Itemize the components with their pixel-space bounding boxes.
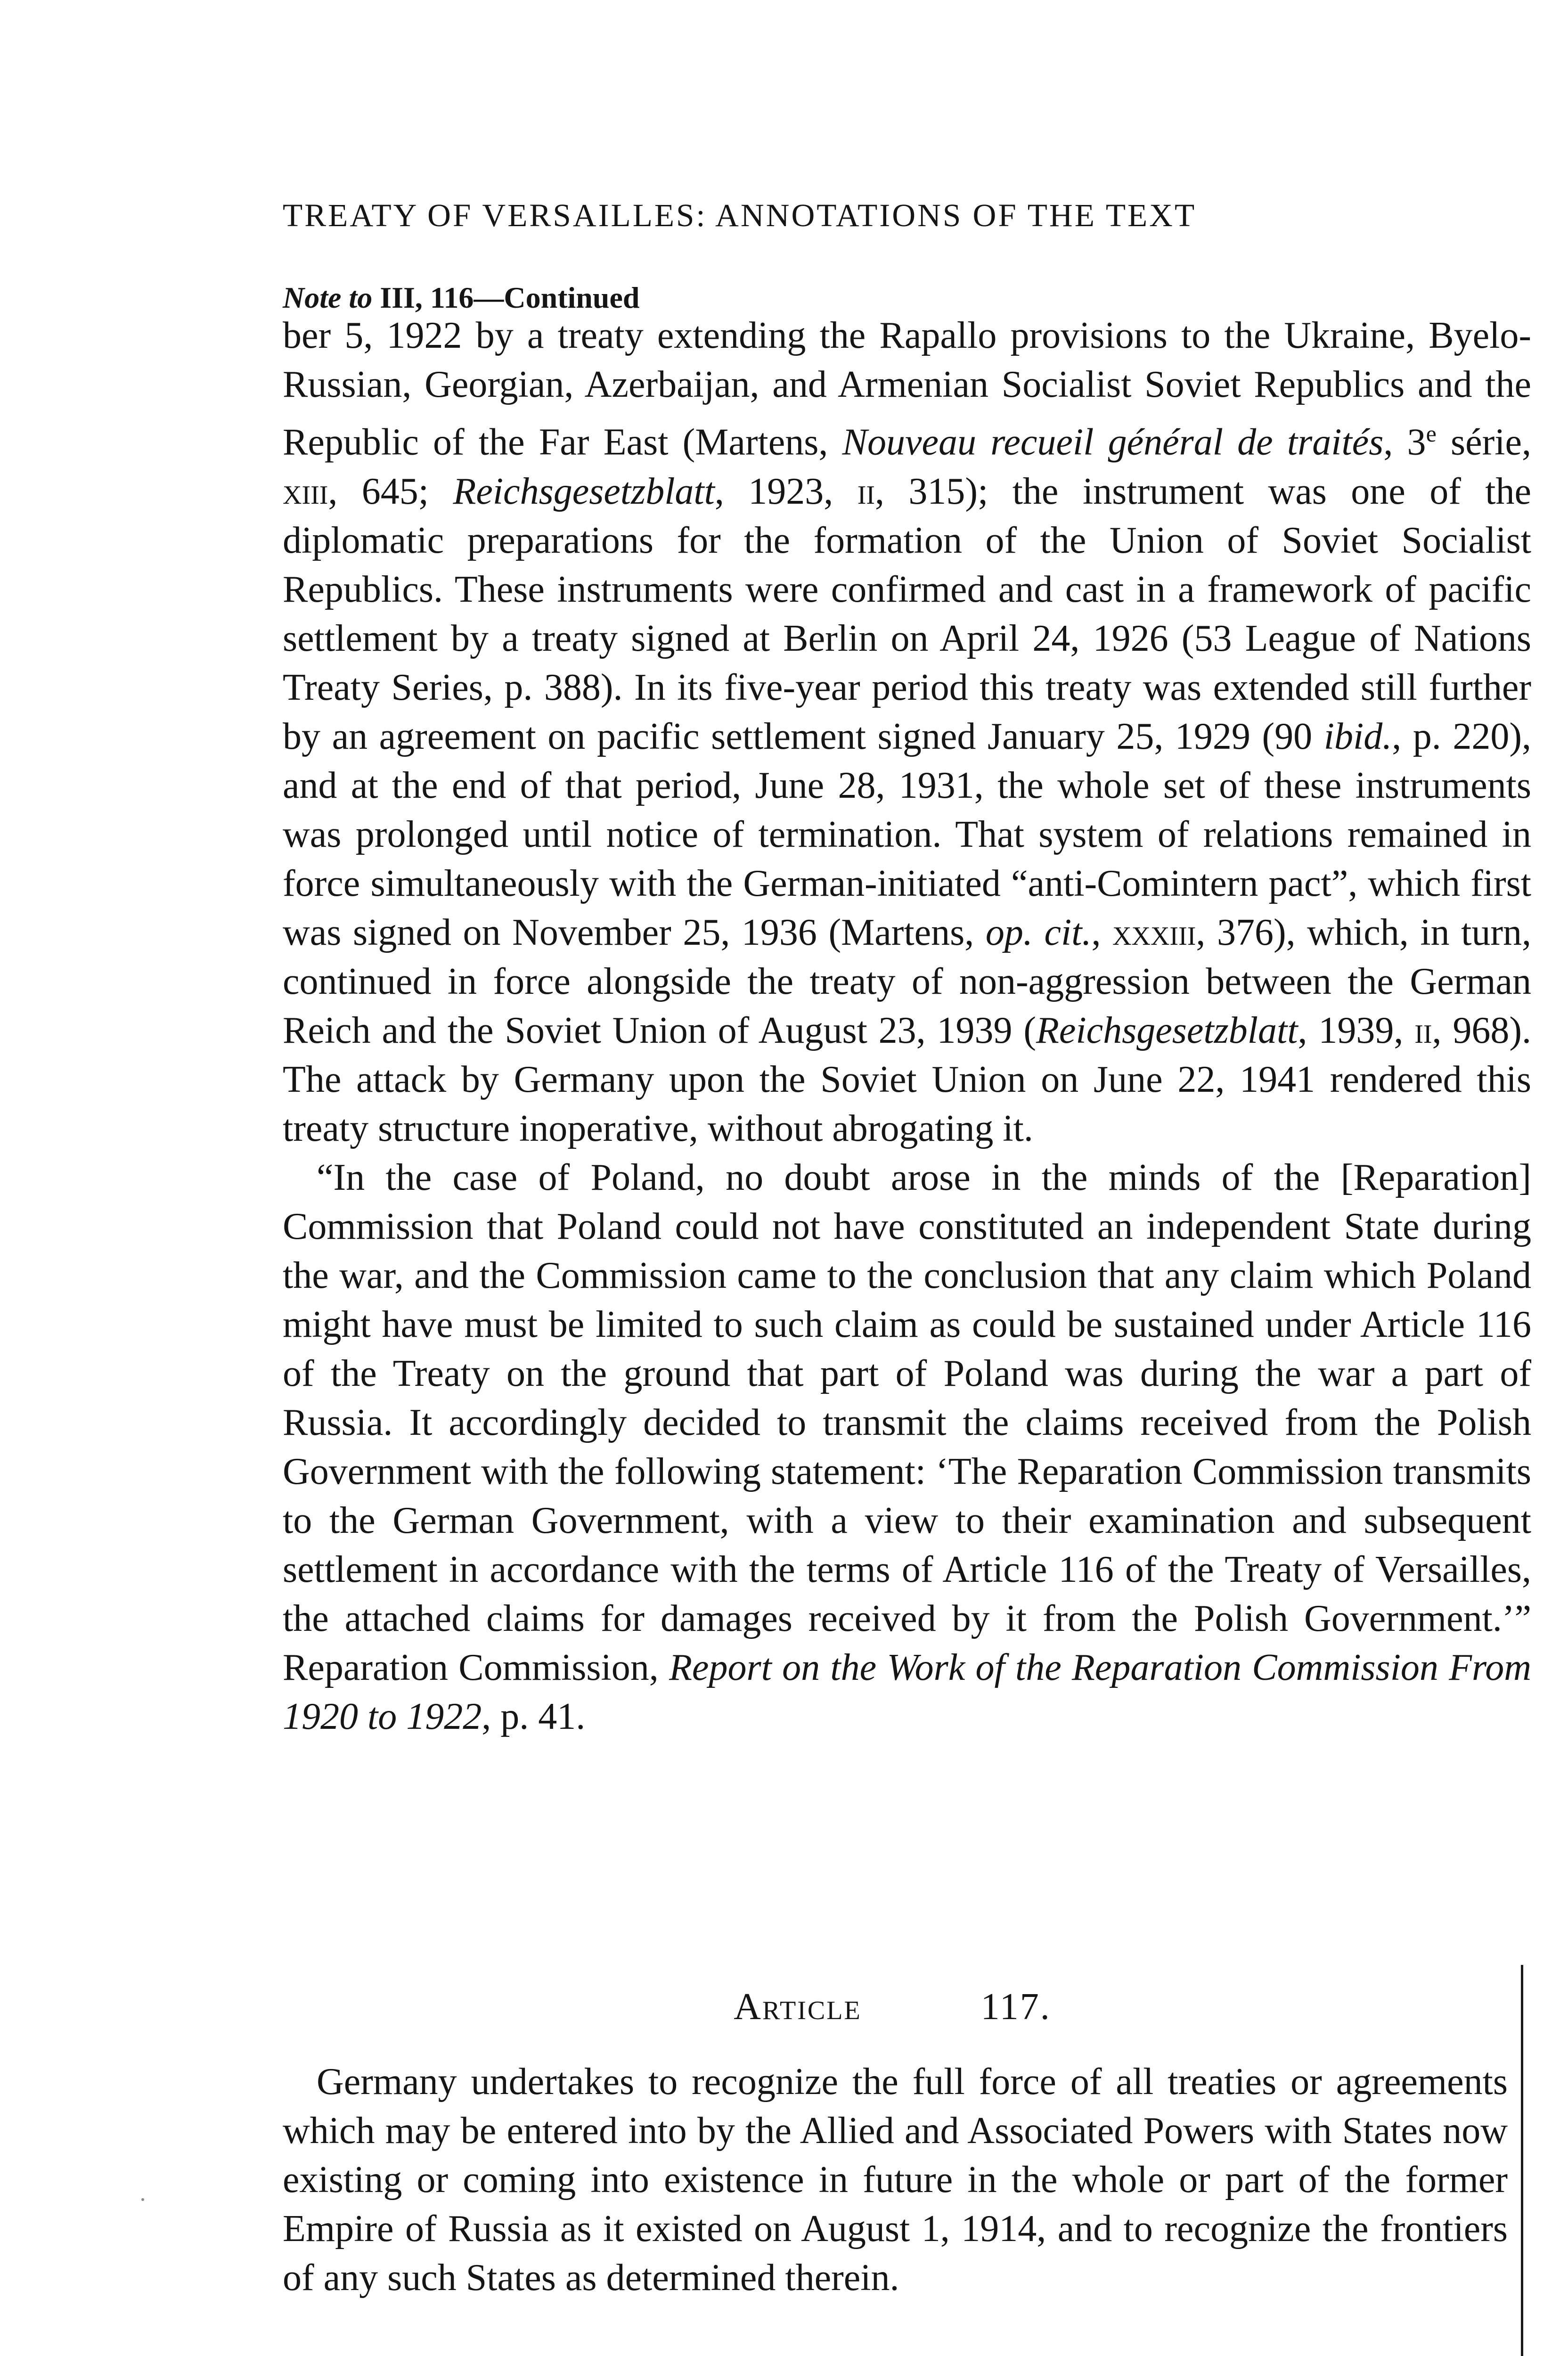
roman-numeral: xiii [283,470,328,512]
note-label-italic: Note to [283,281,373,314]
citation-title: Reichsgesetzblatt [453,470,715,512]
text-run: série, [1436,421,1531,463]
text-run: , [1091,911,1113,953]
text-run: , 645; [328,470,453,512]
text-run: , p. 220), and at the end of that period, June 28, 1931, the whole set of these instruments was prolonged until notice of termination. That system of relations remained in force simultaneously with the German-initiated “anti-Comintern pact”, which first was signed on November 25, 1936 (Martens, [283,715,1532,953]
text-run: , 3 [1383,421,1426,463]
citation-abbrev: ibid. [1323,715,1392,757]
citation-title: Nouveau recueil général de traités [842,421,1384,463]
note-label [283,280,1037,315]
article-heading-number: 117. [970,1986,1051,2028]
text-run: , 376), which, in turn, continued in force alongside the treaty of non-aggression between the German Reich and the Soviet Union of August 23, 1939 ( [283,911,1532,1051]
citation-abbrev: op. cit. [985,911,1092,953]
citation-title: Report on the Work of the Reparation Commission From 1920 to 1922 [283,1646,1531,1737]
article-heading-word: Article [734,1986,862,2028]
note-continuation [283,311,1531,1741]
text-run: , 968). The attack by Germany upon the Soviet Union on June 22, 1941 rendered this treaty structure inoperative, without abrogating it. [283,1009,1532,1149]
text-run: “In the case of Poland, no doubt arose in the minds of the [Reparation] Commission that Poland could not have constituted an independent State during the war, and the Commission came to the conclusion that any claim which Poland might have must be limited to such claim as could be sustained under Article 116 of the Treaty on the ground that part of Poland was during the war a part of Russia. It accordingly decided to transmit the claims received from the Polish Government with the following statement: ‘The Reparation Commission transmits to the German Government, with a view to their examination and subsequent settlement in accordance with the terms of Article 116 of the Treaty of Versailles, the attached claims for damages received by it from the Polish Government.’” Reparation Commission, [283,1156,1531,1688]
roman-numeral: xxxiii [1112,911,1196,953]
text-run: , 315); the instrument was one of the diplomatic preparations for the formation of the Union of Soviet Socialist Republics. These instruments were confirmed and cast in a framework of pacific settlement by a treaty signed at Berlin on April 24, 1926 (53 League of Nations Treaty Series, p. 388). In its five-year period this treaty was extended still further by an agreement on pacific settlement signed January 25, 1929 (90 [283,470,1531,757]
note-label-rest: III, 116—Continued [372,281,640,314]
continuation-paragraph [283,311,1531,1153]
text-run: , 1923, [714,470,858,512]
text-run: , p. 41. [482,1695,586,1737]
roman-numeral: ii [857,470,875,512]
citation-title: Reichsgesetzblatt [1036,1009,1298,1051]
scan-speck [141,2198,144,2201]
roman-numeral: ii [1414,1009,1432,1051]
text-run: , 1939, [1298,1009,1415,1051]
article-body [283,2057,1508,2302]
margin-rule [1521,1965,1523,2356]
quote-paragraph [283,1153,1531,1741]
article-text: Germany undertakes to recognize the full force of all treaties or agreements which may be entered into by the Allied and Associated Powers with States now existing or coming into existence in future in the whole or part of the former Empire of Russia as it existed on August 1, 1914, and to recognize the frontiers of any such States as determined therein. [283,2061,1508,2299]
article-heading [0,1986,1568,2029]
running-head: TREATY OF VERSAILLES: ANNOTATIONS OF THE TEXT [283,197,1197,233]
text-run: ber 5, 1922 by a treaty extending the Rapallo provisions to the Ukraine, Byelo-Russian, Georgian, Azerbaijan, and Armenian Socialist Soviet Republics and the Republic of the Far East (Martens, [283,315,1531,463]
superscript: e [1426,420,1437,447]
